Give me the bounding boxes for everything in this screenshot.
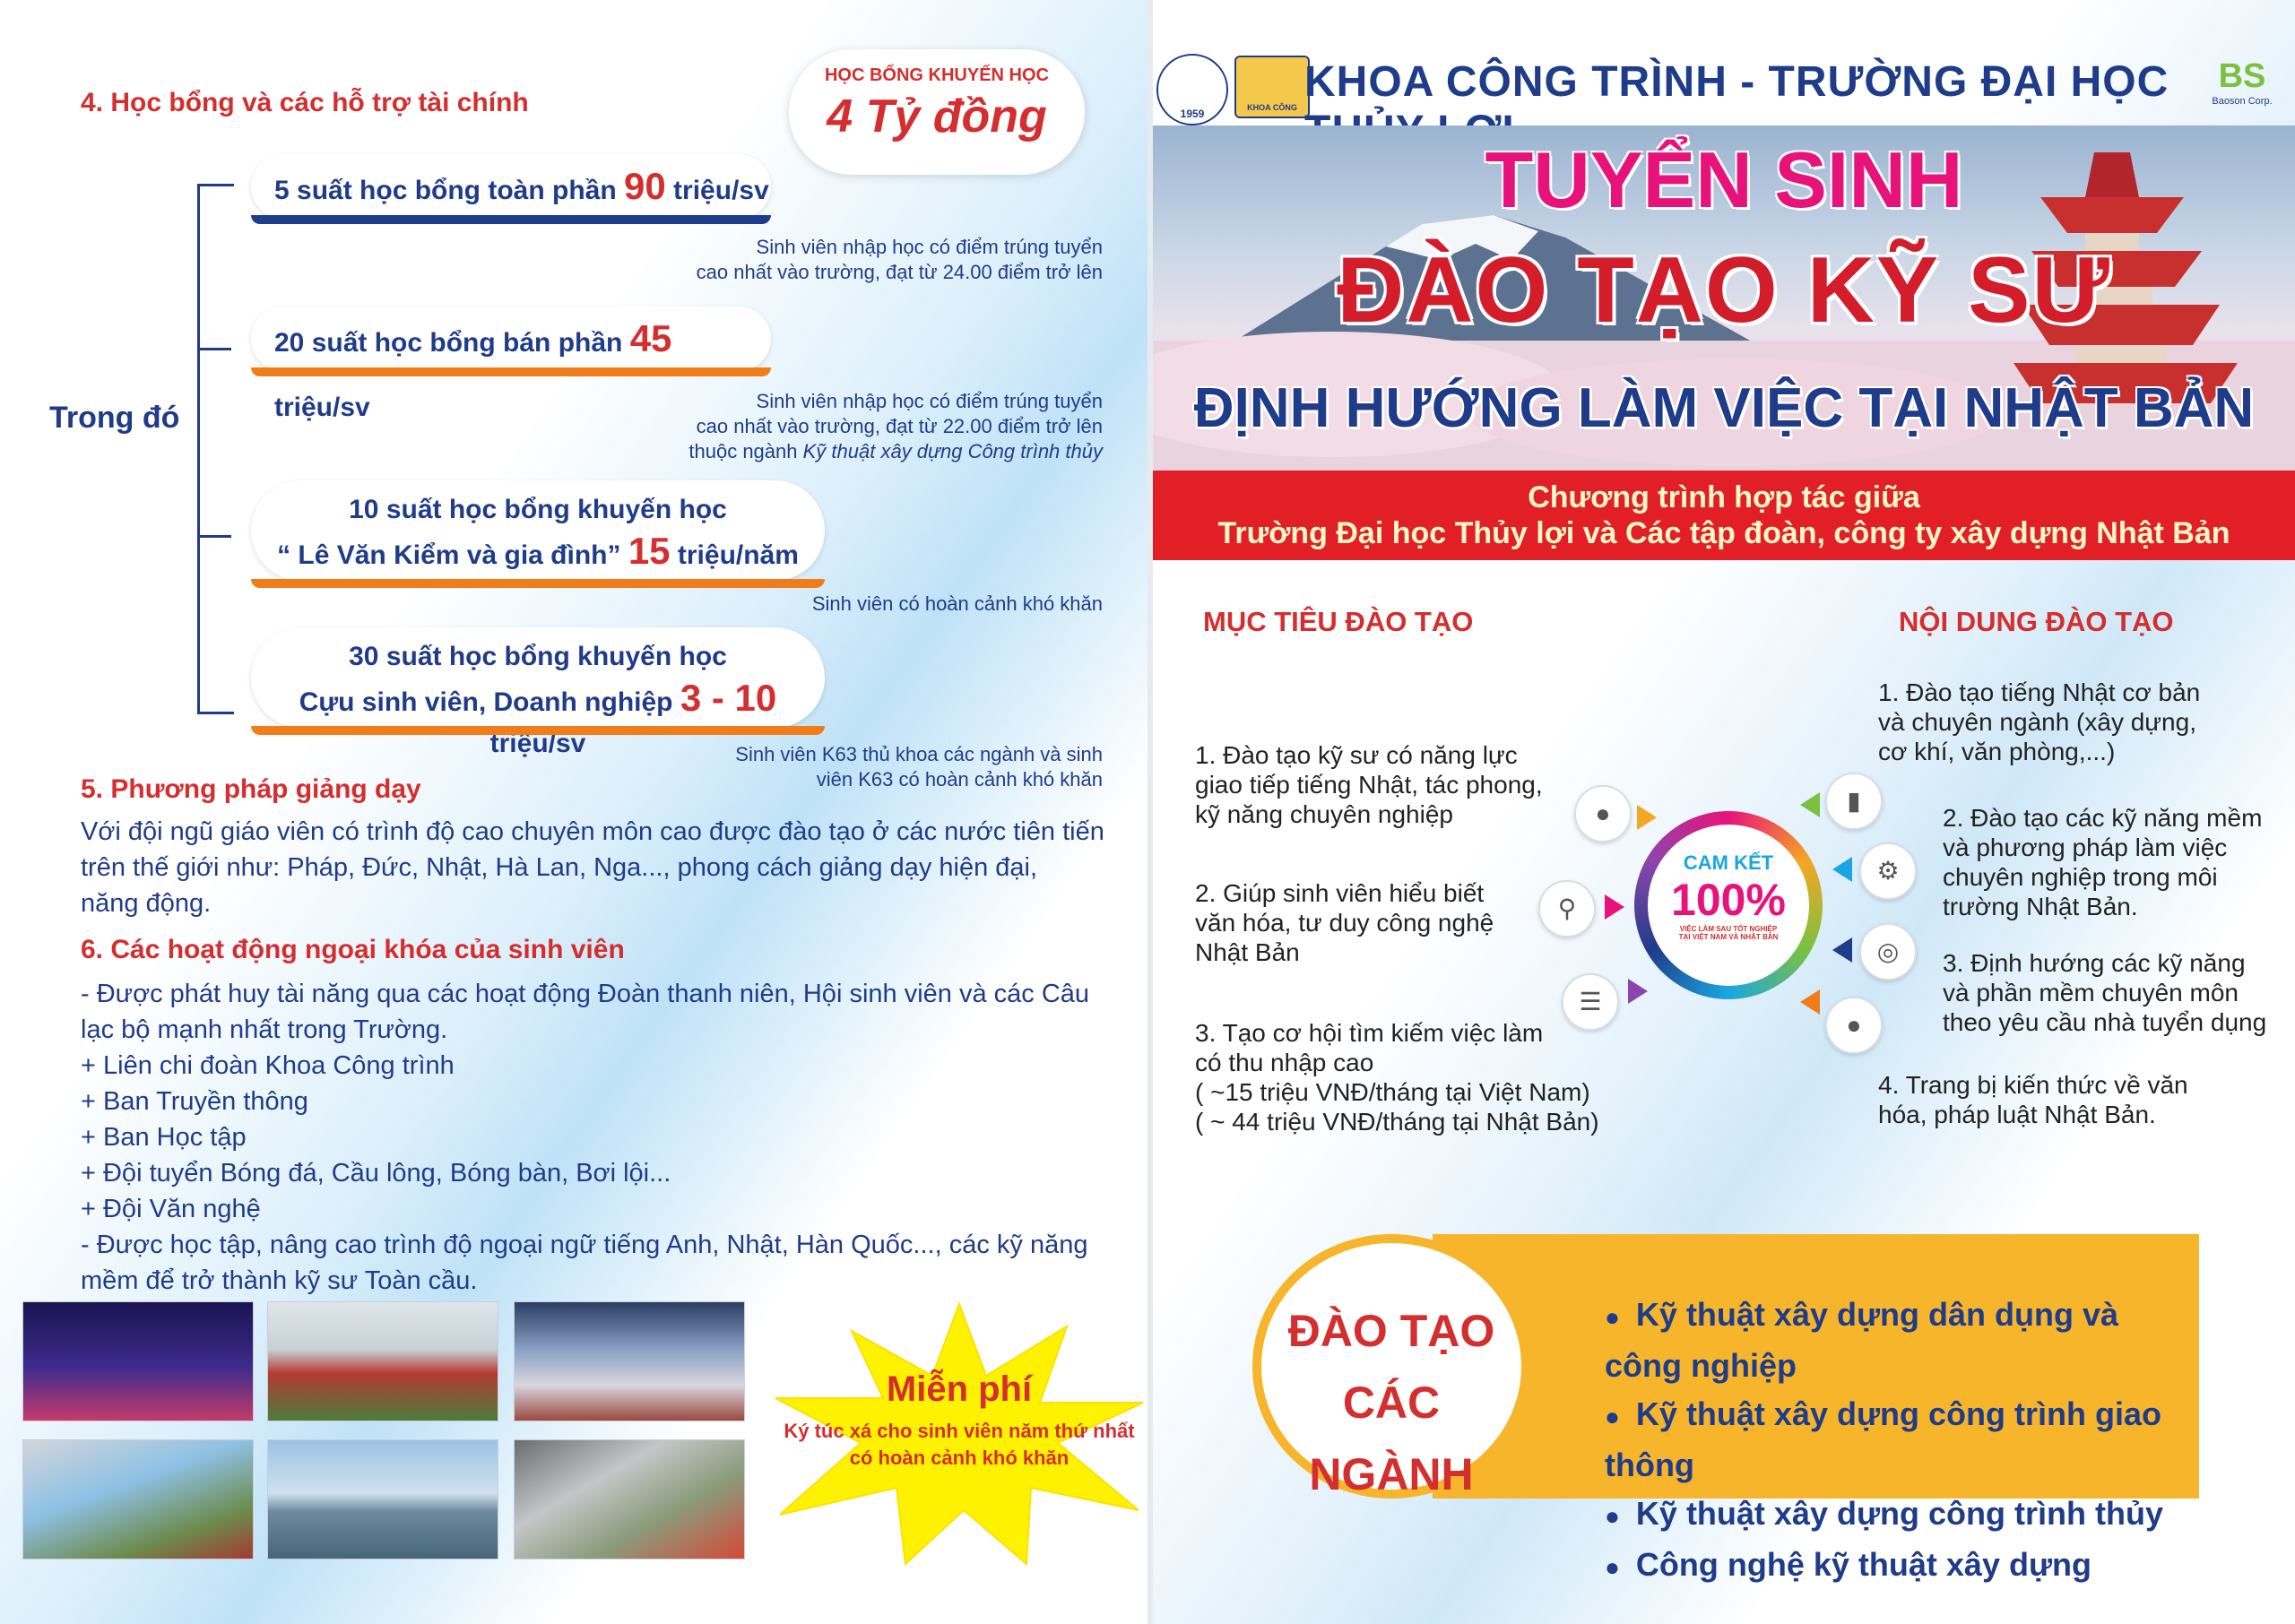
scholarship-unit: triệu/sv (665, 176, 769, 205)
swoosh-decoration (251, 215, 771, 224)
arrow-pointer (1800, 792, 1820, 817)
hero-tuyen-sinh: TUYỂN SINH (1485, 135, 1963, 224)
noi-dung-item-2 (1943, 803, 2292, 921)
commitment-percent: 100% (1671, 875, 1786, 925)
major-item: ● Kỹ thuật xây dựng công trình thủy (1605, 1495, 2163, 1532)
item-line: chuyên nghiệp trong môi (1943, 863, 2218, 891)
free-line: Ký túc xá cho sinh viên năm thứ nhất (784, 1420, 1135, 1442)
note-line: Sinh viên có hoàn cảnh khó khăn (811, 592, 1103, 615)
photo-stage-performance (22, 1301, 254, 1421)
scholarship-unit: triệu/sv (274, 393, 370, 422)
khoa-cong-trinh-logo (1234, 56, 1310, 118)
scholarship-text: 20 suất học bổng bán phần (274, 328, 630, 358)
scholarship-total-cloud (789, 49, 1085, 175)
body-line: + Liên chi đoàn Khoa Công trình (81, 1051, 455, 1080)
bracket-tick (197, 348, 231, 350)
major-item: ● Kỹ thuật xây dựng dân dụng và công nghiệp (1605, 1296, 2119, 1384)
noi-dung-item-3 (1943, 948, 2292, 1037)
oval-line: ĐÀO TẠO (1287, 1306, 1495, 1356)
free-title: Miễn phí (886, 1369, 1033, 1409)
band-line-2: Trường Đại học Thủy lợi và Các tập đoàn, công ty xây dựng Nhật Bản (1217, 516, 2230, 550)
scholarship-amount: 15 (628, 530, 671, 572)
scholarship-note-1 (556, 235, 1103, 285)
body-line: + Ban Học tập (81, 1123, 247, 1152)
section-6-body (81, 976, 1112, 1299)
major-item: ● Công nghệ kỹ thuật xây dựng (1605, 1546, 2092, 1583)
gear-icon: ⚙ (1859, 842, 1917, 900)
scholarship-title: 30 suất học bổng khuyến học (349, 642, 727, 671)
swoosh-decoration (251, 726, 825, 735)
scholarship-text: 5 suất học bổng toàn phần (274, 176, 624, 205)
photo-lab-model (514, 1439, 745, 1559)
item-line: ( ~ 44 triệu VNĐ/tháng tại Nhật Bản) (1195, 1108, 1599, 1136)
item-line: và chuyên ngành (xây dựng, (1878, 708, 2196, 736)
tlu-logo (1156, 54, 1228, 125)
noi-dung-item-4 (1878, 1070, 2273, 1129)
note-line: Sinh viên K63 thủ khoa các ngành và sinh (735, 743, 1103, 765)
item-line: giao tiếp tiếng Nhật, tác phong, (1195, 771, 1543, 799)
scholarship-bracket (197, 184, 234, 714)
scholarship-text: Cựu sinh viên, Doanh nghiệp (299, 687, 680, 717)
section-4-title: 4. Học bổng và các hỗ trợ tài chính (81, 88, 529, 117)
majors-oval (1252, 1234, 1530, 1499)
scholarship-item-1 (251, 154, 771, 219)
majors-list (1605, 1291, 2196, 1592)
major-label: Kỹ thuật xây dựng dân dụng và công nghiệp (1605, 1296, 2119, 1384)
scholarship-text: “ Lê Văn Kiểm và gia đình” (277, 540, 628, 570)
scholarship-item-3 (251, 480, 825, 581)
note-prefix: thuộc ngành (688, 440, 803, 462)
muc-tieu-item-3 (1195, 1018, 1661, 1136)
lightbulb-icon: ● (1574, 785, 1632, 842)
item-line: Nhật Bản (1195, 938, 1300, 966)
arrow-pointer (1637, 805, 1657, 830)
oval-line: CÁC NGÀNH (1309, 1378, 1474, 1499)
item-line: văn hóa, tư duy công nghệ (1195, 909, 1494, 937)
note-major: Kỹ thuật xây dựng Công trình thủy (802, 440, 1103, 462)
scholarship-title: 10 suất học bổng khuyến học (349, 495, 727, 524)
lightbulb-icon: ● (1825, 997, 1883, 1054)
scholarship-note-2 (556, 389, 1103, 464)
scholarship-amount: 45 (629, 317, 672, 359)
photo-bridge (267, 1439, 498, 1559)
free-description (771, 1418, 1148, 1472)
section-6-title: 6. Các hoạt động ngoại khóa của sinh viên (81, 935, 625, 964)
note-line: cao nhất vào trường, đạt từ 22.00 điểm trở lên (696, 415, 1103, 437)
item-line: kỹ năng chuyên nghiệp (1195, 800, 1453, 828)
note-line: cao nhất vào trường, đạt từ 24.00 điểm trở lên (696, 261, 1103, 283)
arrow-pointer (1800, 989, 1820, 1015)
body-line: lạc bộ mạnh nhất trong Trường. (81, 1015, 448, 1044)
body-line: - Được phát huy tài năng qua các hoạt động Đoàn thanh niên, Hội sinh viên và các Câu (81, 980, 1090, 1008)
major-label: Kỹ thuật xây dựng công trình thủy (1635, 1495, 2163, 1532)
item-line: có thu nhập cao (1195, 1049, 1374, 1076)
scholarship-item-2 (251, 307, 771, 422)
note-line: Sinh viên nhập học có điểm trúng tuyển (756, 236, 1103, 258)
commitment-badge (1648, 825, 1809, 986)
major-label: Kỹ thuật xây dựng công trình giao thông (1605, 1395, 2162, 1483)
note-line (556, 439, 1103, 464)
free-line: có hoàn cảnh khó khăn (849, 1447, 1070, 1469)
swoosh-decoration (251, 367, 771, 376)
commitment-label: CAM KẾT (1683, 851, 1774, 874)
item-line: 3. Tạo cơ hội tìm kiếm việc làm (1195, 1019, 1544, 1047)
scholarship-unit: triệu/năm (670, 540, 799, 570)
arrow-pointer (1832, 937, 1852, 963)
photo-campus-model (22, 1439, 254, 1559)
logo-text: 1959 (1180, 108, 1205, 120)
scholarship-unit: triệu/sv (489, 729, 586, 758)
cloud-amount: 4 Tỷ đồng (827, 91, 1047, 143)
item-line: 3. Định hướng các kỹ năng (1943, 949, 2246, 977)
scholarship-note-4 (556, 742, 1103, 792)
swoosh-decoration (251, 579, 825, 588)
item-line: và phần mềm chuyên môn (1943, 979, 2239, 1006)
item-line: hóa, pháp luật Nhật Bản. (1878, 1101, 2156, 1128)
photo-football-team (267, 1301, 498, 1421)
note-line: Sinh viên nhập học có điểm trúng tuyển (756, 390, 1103, 412)
body-line: trên thế giới như: Pháp, Đức, Nhật, Hà Lan, Nga..., phong cách giảng dạy hiện đại, (81, 853, 1038, 882)
chart-icon: ▮ (1825, 773, 1883, 830)
arrow-pointer (1832, 857, 1852, 882)
item-line: và phương pháp làm việc (1943, 834, 2228, 861)
scholarship-note-3 (556, 592, 1103, 617)
note-line: viên K63 có hoàn cảnh khó khăn (816, 768, 1103, 790)
baoson-logo (2211, 57, 2273, 107)
body-line: + Đội tuyển Bóng đá, Cầu lông, Bóng bàn, Bơi lội... (81, 1159, 671, 1188)
scholarship-item-4 (251, 627, 825, 758)
noi-dung-title: NỘI DUNG ĐÀO TẠO (1899, 606, 2174, 637)
commitment-sub: VIỆC LÀM SAU TỐT NGHIỆP (1679, 925, 1778, 933)
checklist-icon: ☰ (1562, 973, 1619, 1031)
item-line: 1. Đào tạo tiếng Nhật cơ bản (1878, 678, 2201, 706)
item-line: theo yêu cầu nhà tuyển dụng (1943, 1008, 2267, 1036)
logo-text: BS (2218, 57, 2266, 95)
muc-tieu-item-1 (1195, 740, 1616, 829)
photo-student-crowd (514, 1301, 745, 1421)
muc-tieu-title: MỤC TIÊU ĐÀO TẠO (1203, 606, 1474, 637)
item-line: ( ~15 triệu VNĐ/tháng tại Việt Nam) (1195, 1078, 1590, 1106)
item-line: trường Nhật Bản. (1943, 893, 2138, 920)
item-line: 2. Đào tạo các kỹ năng mềm (1943, 804, 2263, 832)
cloud-label: HỌC BỔNG KHUYẾN HỌC (824, 65, 1049, 85)
body-line: + Ban Truyền thông (81, 1087, 308, 1116)
target-icon: ◎ (1859, 923, 1917, 980)
item-line: cơ khí, văn phòng,...) (1878, 738, 2116, 765)
band-line-1: Chương trình hợp tác giữa (1528, 480, 1920, 514)
section-5-body (81, 814, 1112, 921)
header-title: KHOA CÔNG TRÌNH - TRƯỜNG ĐẠI HỌC (1304, 58, 2169, 106)
body-line: + Đội Văn nghệ (81, 1195, 261, 1223)
body-line: mềm để trở thành kỹ sư Toàn cầu. (81, 1266, 478, 1295)
bracket-tick (197, 535, 231, 538)
scholarship-amount: 3 - 10 (680, 677, 777, 719)
commitment-sub: TẠI VIỆT NAM VÀ NHẬT BẢN (1678, 933, 1779, 941)
body-line: - Được học tập, nâng cao trình độ ngoại ngữ tiếng Anh, Nhật, Hàn Quốc..., các kỹ năng (81, 1231, 1088, 1259)
trong-do-label: Trong đó (49, 401, 180, 435)
body-line: năng động. (81, 889, 212, 918)
body-line: Với đội ngũ giáo viên có trình độ cao chuyên môn cao được đào tạo ở các nước tiên tiến (81, 817, 1104, 846)
hero-dao-tao-ky-su: ĐÀO TẠO KỸ SƯ (1337, 238, 2111, 342)
scholarship-amount: 90 (624, 165, 666, 207)
item-line: 1. Đào tạo kỹ sư có năng lực (1195, 741, 1518, 769)
item-line: 4. Trang bị kiến thức về văn (1878, 1071, 2188, 1099)
section-5-title: 5. Phương pháp giảng dạy (81, 774, 421, 804)
arrow-pointer (1605, 894, 1624, 920)
arrow-pointer (1628, 979, 1648, 1004)
hero-dinh-huong: ĐỊNH HƯỚNG LÀM VIỆC TẠI NHẬT BẢN (1193, 377, 2255, 439)
major-item: ● Kỹ thuật xây dựng công trình giao thông (1605, 1395, 2162, 1483)
logo-text: KHOA CÔNG (1247, 103, 1297, 112)
magnifier-icon: ⚲ (1538, 880, 1596, 937)
item-line: 2. Giúp sinh viên hiểu biết (1195, 879, 1485, 907)
noi-dung-item-1 (1878, 678, 2273, 766)
major-label: Công nghệ kỹ thuật xây dựng (1635, 1546, 2092, 1583)
logo-subtext: Baoson Corp. (2212, 96, 2273, 107)
